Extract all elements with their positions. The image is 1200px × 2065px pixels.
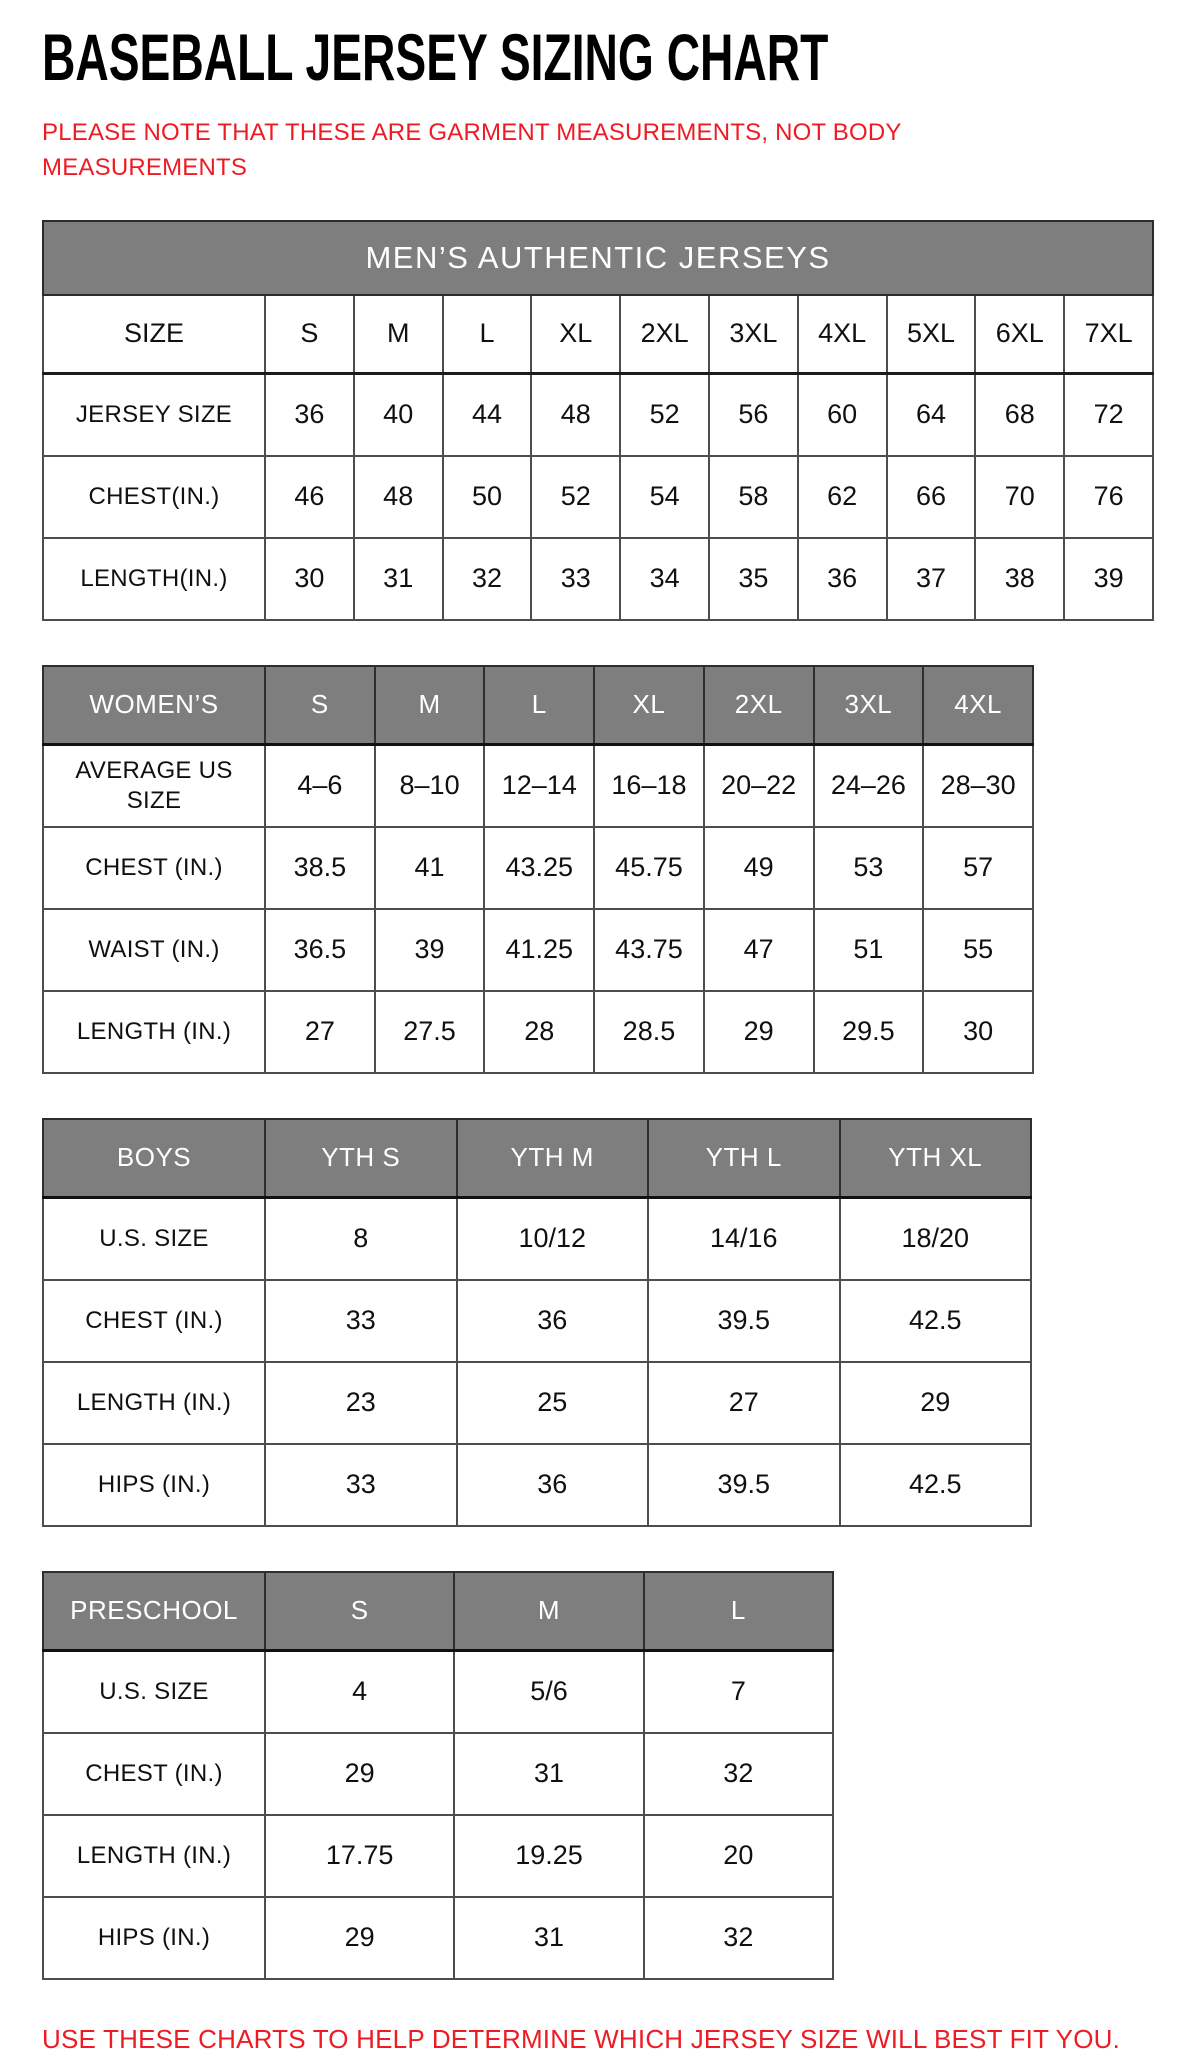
data-cell: 42.5 xyxy=(840,1280,1032,1362)
mens-column-header: 3XL xyxy=(709,295,798,374)
data-cell: 45.75 xyxy=(594,827,704,909)
data-cell: 28 xyxy=(484,991,594,1073)
data-cell: 27.5 xyxy=(375,991,485,1073)
data-cell: 28.5 xyxy=(594,991,704,1073)
boys-column-header: YTH S xyxy=(265,1119,457,1198)
preschool-row xyxy=(43,1733,833,1815)
preschool-column-header: M xyxy=(454,1572,643,1651)
data-cell: 29.5 xyxy=(814,991,924,1073)
womens-row xyxy=(43,744,1033,827)
row-label-cell: CHEST (IN.) xyxy=(43,1733,265,1815)
data-cell: 16–18 xyxy=(594,744,704,827)
data-cell: 35 xyxy=(709,538,798,620)
data-cell: 4 xyxy=(265,1650,454,1733)
womens-column-header: 4XL xyxy=(923,666,1033,745)
data-cell: 36 xyxy=(798,538,887,620)
data-cell: 52 xyxy=(620,373,709,456)
row-label-cell: AVERAGE US SIZE xyxy=(43,744,265,827)
mens-column-header: 6XL xyxy=(975,295,1064,374)
boys-row xyxy=(43,1197,1031,1280)
row-label-cell: LENGTH (IN.) xyxy=(43,1362,265,1444)
data-cell: 39.5 xyxy=(648,1280,840,1362)
mens-banner-row xyxy=(43,221,1153,295)
data-cell: 39 xyxy=(375,909,485,991)
preschool-jerseys-table xyxy=(42,1571,834,1980)
mens-row xyxy=(43,538,1153,620)
data-cell: 60 xyxy=(798,373,887,456)
data-cell: 50 xyxy=(443,456,532,538)
mens-column-header: S xyxy=(265,295,354,374)
preschool-row xyxy=(43,1815,833,1897)
data-cell: 46 xyxy=(265,456,354,538)
data-cell: 20–22 xyxy=(704,744,814,827)
data-cell: 36 xyxy=(265,373,354,456)
data-cell: 52 xyxy=(531,456,620,538)
data-cell: 4–6 xyxy=(265,744,375,827)
data-cell: 24–26 xyxy=(814,744,924,827)
data-cell: 58 xyxy=(709,456,798,538)
data-cell: 49 xyxy=(704,827,814,909)
data-cell: 12–14 xyxy=(484,744,594,827)
data-cell: 17.75 xyxy=(265,1815,454,1897)
preschool-row xyxy=(43,1650,833,1733)
womens-jerseys-table xyxy=(42,665,1034,1074)
data-cell: 43.75 xyxy=(594,909,704,991)
data-cell: 29 xyxy=(840,1362,1032,1444)
data-cell: 38 xyxy=(975,538,1064,620)
data-cell: 41 xyxy=(375,827,485,909)
data-cell: 29 xyxy=(265,1897,454,1979)
womens-column-header: XL xyxy=(594,666,704,745)
boys-column-header: YTH XL xyxy=(840,1119,1032,1198)
preschool-header-row xyxy=(43,1572,833,1651)
womens-corner-label: WOMEN’S xyxy=(43,666,265,745)
mens-column-header: 4XL xyxy=(798,295,887,374)
preschool-corner-label: PRESCHOOL xyxy=(43,1572,265,1651)
data-cell: 8 xyxy=(265,1197,457,1280)
boys-column-header: YTH L xyxy=(648,1119,840,1198)
row-label-cell: LENGTH (IN.) xyxy=(43,991,265,1073)
womens-column-header: M xyxy=(375,666,485,745)
data-cell: 7 xyxy=(644,1650,833,1733)
data-cell: 33 xyxy=(531,538,620,620)
data-cell: 38.5 xyxy=(265,827,375,909)
womens-column-header: 3XL xyxy=(814,666,924,745)
row-label-cell: U.S. SIZE xyxy=(43,1650,265,1733)
womens-column-header: 2XL xyxy=(704,666,814,745)
data-cell: 51 xyxy=(814,909,924,991)
data-cell: 39 xyxy=(1064,538,1153,620)
data-cell: 31 xyxy=(354,538,443,620)
mens-row xyxy=(43,456,1153,538)
data-cell: 57 xyxy=(923,827,1033,909)
row-label-cell: HIPS (IN.) xyxy=(43,1444,265,1526)
data-cell: 33 xyxy=(265,1444,457,1526)
data-cell: 64 xyxy=(887,373,976,456)
data-cell: 27 xyxy=(265,991,375,1073)
mens-corner-label: SIZE xyxy=(43,295,265,374)
mens-column-header: 2XL xyxy=(620,295,709,374)
data-cell: 43.25 xyxy=(484,827,594,909)
data-cell: 20 xyxy=(644,1815,833,1897)
data-cell: 42.5 xyxy=(840,1444,1032,1526)
data-cell: 32 xyxy=(443,538,532,620)
boys-corner-label: BOYS xyxy=(43,1119,265,1198)
data-cell: 68 xyxy=(975,373,1064,456)
preschool-column-header: L xyxy=(644,1572,833,1651)
womens-row xyxy=(43,909,1033,991)
data-cell: 40 xyxy=(354,373,443,456)
data-cell: 34 xyxy=(620,538,709,620)
data-cell: 29 xyxy=(704,991,814,1073)
data-cell: 54 xyxy=(620,456,709,538)
boys-column-header: YTH M xyxy=(457,1119,649,1198)
row-label-cell: U.S. SIZE xyxy=(43,1197,265,1280)
data-cell: 30 xyxy=(265,538,354,620)
data-cell: 33 xyxy=(265,1280,457,1362)
mens-column-header: 7XL xyxy=(1064,295,1153,374)
row-label-cell: LENGTH(IN.) xyxy=(43,538,265,620)
data-cell: 37 xyxy=(887,538,976,620)
mens-row xyxy=(43,373,1153,456)
data-cell: 70 xyxy=(975,456,1064,538)
row-label-cell: JERSEY SIZE xyxy=(43,373,265,456)
data-cell: 36 xyxy=(457,1280,649,1362)
data-cell: 30 xyxy=(923,991,1033,1073)
data-cell: 28–30 xyxy=(923,744,1033,827)
data-cell: 29 xyxy=(265,1733,454,1815)
data-cell: 62 xyxy=(798,456,887,538)
data-cell: 19.25 xyxy=(454,1815,643,1897)
data-cell: 25 xyxy=(457,1362,649,1444)
garment-measurements-note: PLEASE NOTE THAT THESE ARE GARMENT MEASUREMENTS, NOT BODY MEASUREMENTS xyxy=(42,119,902,181)
data-cell: 5/6 xyxy=(454,1650,643,1733)
data-cell: 32 xyxy=(644,1897,833,1979)
data-cell: 36 xyxy=(457,1444,649,1526)
mens-banner: MEN’S AUTHENTIC JERSEYS xyxy=(43,221,1153,295)
data-cell: 53 xyxy=(814,827,924,909)
mens-column-header: XL xyxy=(531,295,620,374)
womens-header-row xyxy=(43,666,1033,745)
data-cell: 14/16 xyxy=(648,1197,840,1280)
page-title: BASEBALL JERSEY SIZING CHART xyxy=(42,20,829,94)
womens-row xyxy=(43,991,1033,1073)
data-cell: 8–10 xyxy=(375,744,485,827)
womens-column-header: L xyxy=(484,666,594,745)
mens-column-header: 5XL xyxy=(887,295,976,374)
data-cell: 55 xyxy=(923,909,1033,991)
data-cell: 39.5 xyxy=(648,1444,840,1526)
boys-jerseys-table xyxy=(42,1118,1032,1527)
data-cell: 10/12 xyxy=(457,1197,649,1280)
data-cell: 18/20 xyxy=(840,1197,1032,1280)
row-label-cell: LENGTH (IN.) xyxy=(43,1815,265,1897)
boys-header-row xyxy=(43,1119,1031,1198)
womens-column-header: S xyxy=(265,666,375,745)
preschool-column-header: S xyxy=(265,1572,454,1651)
data-cell: 66 xyxy=(887,456,976,538)
mens-header-row xyxy=(43,295,1153,374)
data-cell: 56 xyxy=(709,373,798,456)
row-label-cell: CHEST (IN.) xyxy=(43,827,265,909)
data-cell: 36.5 xyxy=(265,909,375,991)
data-cell: 31 xyxy=(454,1733,643,1815)
data-cell: 47 xyxy=(704,909,814,991)
data-cell: 31 xyxy=(454,1897,643,1979)
data-cell: 48 xyxy=(531,373,620,456)
boys-row xyxy=(43,1444,1031,1526)
row-label-cell: WAIST (IN.) xyxy=(43,909,265,991)
mens-column-header: L xyxy=(443,295,532,374)
mens-authentic-jerseys-table xyxy=(42,220,1154,621)
footer-note: USE THESE CHARTS TO HELP DETERMINE WHICH JERSEY SIZE WILL BEST FIT YOU. xyxy=(42,2023,1121,2054)
data-cell: 72 xyxy=(1064,373,1153,456)
womens-row xyxy=(43,827,1033,909)
data-cell: 76 xyxy=(1064,456,1153,538)
row-label-cell: CHEST (IN.) xyxy=(43,1280,265,1362)
row-label-cell: HIPS (IN.) xyxy=(43,1897,265,1979)
data-cell: 27 xyxy=(648,1362,840,1444)
data-cell: 48 xyxy=(354,456,443,538)
preschool-row xyxy=(43,1897,833,1979)
boys-row xyxy=(43,1280,1031,1362)
data-cell: 41.25 xyxy=(484,909,594,991)
data-cell: 44 xyxy=(443,373,532,456)
data-cell: 23 xyxy=(265,1362,457,1444)
data-cell: 32 xyxy=(644,1733,833,1815)
row-label-cell: CHEST(IN.) xyxy=(43,456,265,538)
mens-column-header: M xyxy=(354,295,443,374)
boys-row xyxy=(43,1362,1031,1444)
